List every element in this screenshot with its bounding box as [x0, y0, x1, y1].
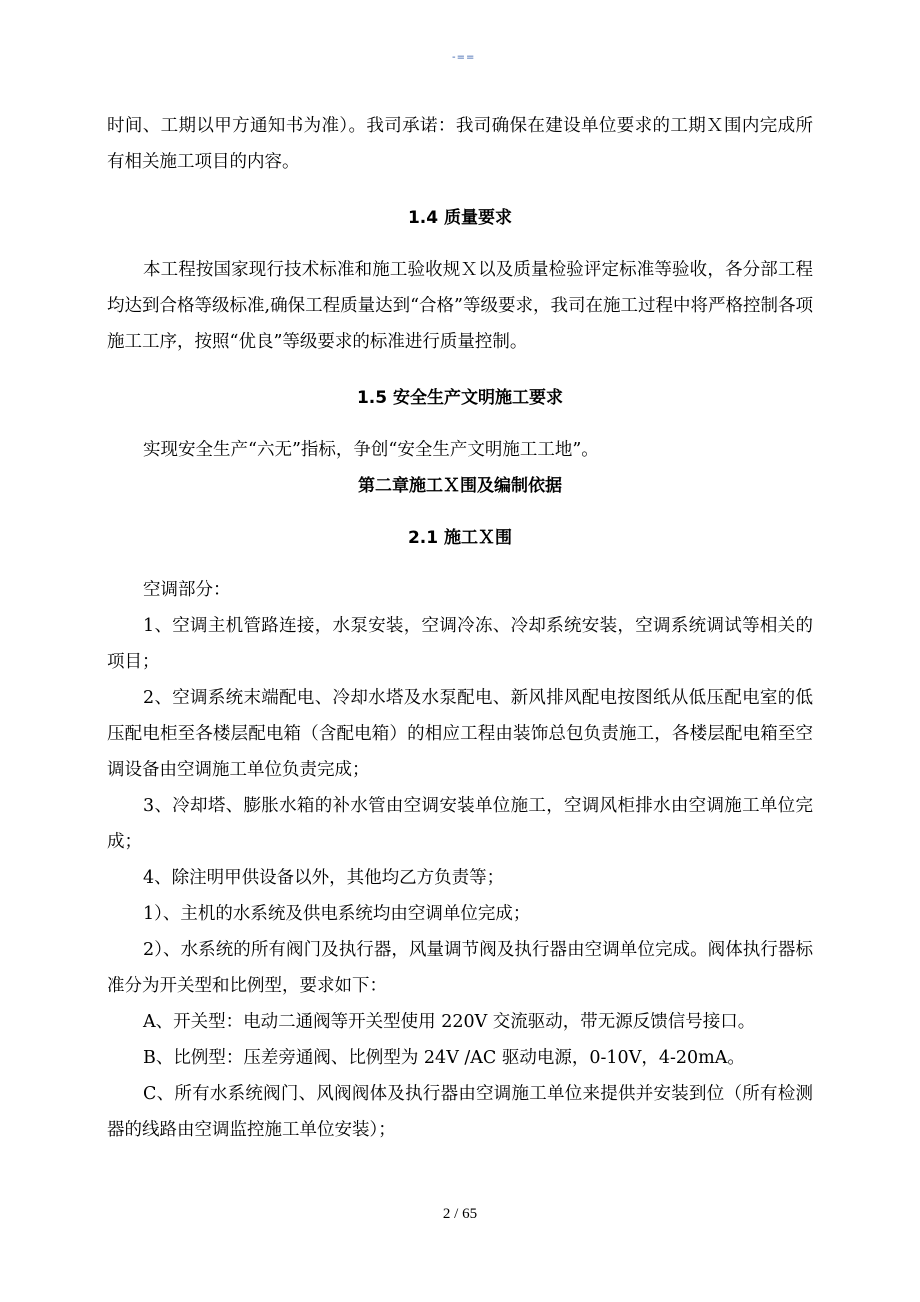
item-a-switch-type: A、开关型：电动二通阀等开关型使用 220V 交流驱动，带无源反馈信号接口。	[143, 1012, 756, 1032]
list-item-4: 4、除注明甲供设备以外，其他均乙方负责等；	[143, 868, 505, 888]
item-c-valves: C、所有水系统阀门、风阀阀体及执行器由空调施工单位来提供并安装到位（所有检测器的线路由空调监控施工单位安装）；	[107, 1084, 813, 1140]
heading-safety-requirements: 1.5 安全生产文明施工要求	[356, 388, 564, 408]
paragraph-ac-section: 空调部分：	[143, 580, 231, 600]
item-b-proportional-type: B、比例型：压差旁通阀、比例型为 24V /AC 驱动电源，0-10V，4-20mA。	[143, 1048, 745, 1068]
heading-quality-requirements: 1.4 质量要求	[407, 208, 513, 228]
paragraph-construction-period: 时间、工期以甲方通知书为准）。我司承诺：我司确保在建设单位要求的工期Ｘ围内完成所有相关施工项目的内容。	[107, 116, 813, 172]
heading-construction-scope: 2.1 施工Ｘ围	[407, 528, 513, 548]
sub-item-1: 1）、主机的水系统及供电系统均由空调单位完成；	[143, 904, 531, 924]
list-item-2: 2、空调系统末端配电、冷却水塔及水泵配电、新风排风配电按图纸从低压配电室的低压配电柜至各楼层配电箱（含配电箱）的相应工程由装饰总包负责施工，各楼层配电箱至空调设备由空调施工单位负责完成；	[107, 688, 813, 780]
paragraph-quality: 本工程按国家现行技术标准和施工验收规Ｘ以及质量检验评定标准等验收，各分部工程均达到合格等级标准,确保工程质量达到“合格”等级要求，我司在施工过程中将严格控制各项施工工序，按照“优良”等级要求的标准进行质量控制。	[107, 260, 813, 352]
sub-item-2: 2）、水系统的所有阀门及执行器，风量调节阀及执行器由空调单位完成。阀体执行器标准分为开关型和比例型，要求如下：	[107, 940, 813, 996]
page-header-mark: -==	[452, 52, 476, 63]
heading-chapter-two: 第二章施工Ｘ围及编制依据	[358, 476, 562, 496]
list-item-1: 1、空调主机管路连接，水泵安装，空调冷冻、冷却系统安装，空调系统调试等相关的项目；	[107, 616, 813, 672]
list-item-3: 3、冷却塔、膨胀水箱的补水管由空调安装单位施工，空调风柜排水由空调施工单位完成；	[107, 796, 813, 852]
paragraph-safety: 实现安全生产“六无”指标，争创“安全生产文明施工工地”。	[143, 440, 599, 460]
document-body	[107, 108, 813, 1148]
page-number: 2 / 65	[442, 1206, 478, 1222]
